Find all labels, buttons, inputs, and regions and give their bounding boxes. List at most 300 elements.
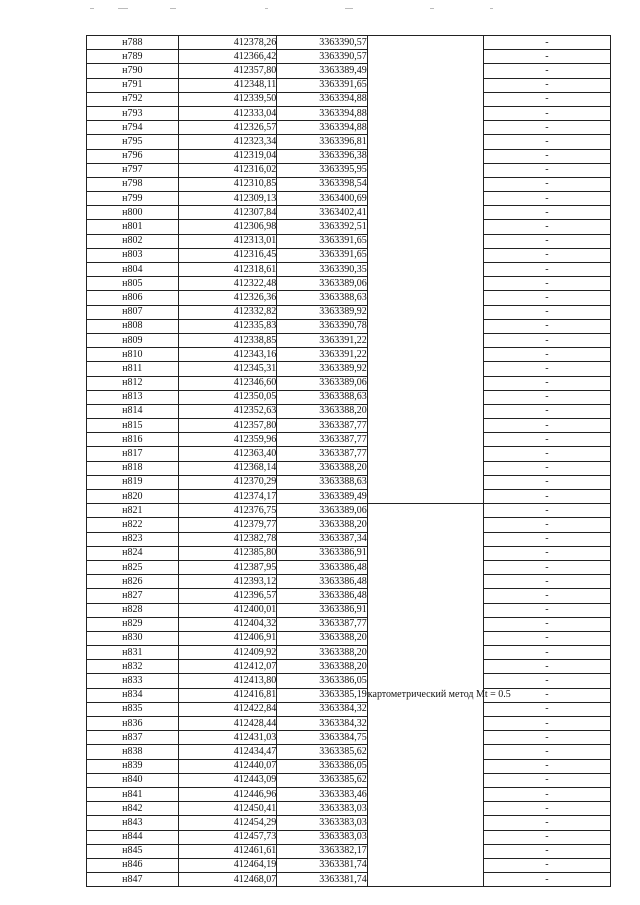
table-row (87, 646, 611, 660)
point-id-cell: н794 (87, 121, 179, 135)
point-id-cell: н805 (87, 277, 179, 291)
description-cell: - (483, 674, 610, 688)
x-coordinate-cell: 412454,29 (178, 816, 277, 830)
point-id-cell: н847 (87, 873, 179, 887)
description-cell: - (483, 305, 610, 319)
x-coordinate-cell: 412313,01 (178, 234, 277, 248)
table-row (87, 333, 611, 347)
method-cell: картометрический метод Mt = 0.5 (367, 504, 483, 887)
table-row (87, 560, 611, 574)
y-coordinate-cell: 3363390,78 (277, 319, 368, 333)
description-cell: - (483, 192, 610, 206)
description-cell: - (483, 248, 610, 262)
x-coordinate-cell: 412378,26 (178, 36, 277, 50)
table-row (87, 106, 611, 120)
point-id-cell: н811 (87, 362, 179, 376)
table-row (87, 78, 611, 92)
point-id-cell: н825 (87, 560, 179, 574)
table-row (87, 490, 611, 504)
y-coordinate-cell: 3363391,65 (277, 248, 368, 262)
description-cell: - (483, 206, 610, 220)
y-coordinate-cell: 3363389,06 (277, 376, 368, 390)
description-cell: - (483, 78, 610, 92)
x-coordinate-cell: 412412,07 (178, 660, 277, 674)
x-coordinate-cell: 412343,16 (178, 348, 277, 362)
y-coordinate-cell: 3363402,41 (277, 206, 368, 220)
y-coordinate-cell: 3363394,88 (277, 106, 368, 120)
description-cell: - (483, 490, 610, 504)
description-cell: - (483, 688, 610, 702)
point-id-cell: н836 (87, 717, 179, 731)
table-row (87, 206, 611, 220)
table-row (87, 433, 611, 447)
table-row (87, 92, 611, 106)
description-cell: - (483, 773, 610, 787)
y-coordinate-cell: 3363388,63 (277, 390, 368, 404)
point-id-cell: н822 (87, 518, 179, 532)
table-row (87, 631, 611, 645)
y-coordinate-cell: 3363394,88 (277, 121, 368, 135)
description-cell: - (483, 802, 610, 816)
description-cell: - (483, 319, 610, 333)
x-coordinate-cell: 412335,83 (178, 319, 277, 333)
point-id-cell: н801 (87, 220, 179, 234)
description-cell: - (483, 702, 610, 716)
point-id-cell: н792 (87, 92, 179, 106)
y-coordinate-cell: 3363383,46 (277, 787, 368, 801)
point-id-cell: н809 (87, 333, 179, 347)
description-cell: - (483, 560, 610, 574)
x-coordinate-cell: 412316,45 (178, 248, 277, 262)
description-cell: - (483, 362, 610, 376)
description-cell: - (483, 376, 610, 390)
y-coordinate-cell: 3363389,06 (277, 277, 368, 291)
point-id-cell: н815 (87, 419, 179, 433)
description-cell: - (483, 461, 610, 475)
point-id-cell: н799 (87, 192, 179, 206)
table-row (87, 617, 611, 631)
point-id-cell: н816 (87, 433, 179, 447)
y-coordinate-cell: 3363381,74 (277, 873, 368, 887)
point-id-cell: н807 (87, 305, 179, 319)
point-id-cell: н821 (87, 504, 179, 518)
y-coordinate-cell: 3363389,06 (277, 504, 368, 518)
method-cell (367, 36, 483, 504)
x-coordinate-cell: 412326,57 (178, 121, 277, 135)
point-id-cell: н793 (87, 106, 179, 120)
description-cell: - (483, 234, 610, 248)
y-coordinate-cell: 3363391,22 (277, 333, 368, 347)
x-coordinate-cell: 412443,09 (178, 773, 277, 787)
table-row (87, 589, 611, 603)
table-row (87, 858, 611, 872)
description-cell: - (483, 731, 610, 745)
point-id-cell: н806 (87, 291, 179, 305)
table-row (87, 305, 611, 319)
point-id-cell: н828 (87, 603, 179, 617)
point-id-cell: н798 (87, 177, 179, 191)
table-row (87, 532, 611, 546)
description-cell: - (483, 631, 610, 645)
description-cell: - (483, 50, 610, 64)
table-row (87, 149, 611, 163)
point-id-cell: н814 (87, 404, 179, 418)
x-coordinate-cell: 412379,77 (178, 518, 277, 532)
point-id-cell: н837 (87, 731, 179, 745)
y-coordinate-cell: 3363389,92 (277, 362, 368, 376)
point-id-cell: н833 (87, 674, 179, 688)
table-row (87, 348, 611, 362)
x-coordinate-cell: 412396,57 (178, 589, 277, 603)
y-coordinate-cell: 3363387,77 (277, 419, 368, 433)
point-id-cell: н804 (87, 263, 179, 277)
point-id-cell: н842 (87, 802, 179, 816)
description-cell: - (483, 220, 610, 234)
point-id-cell: н797 (87, 163, 179, 177)
x-coordinate-cell: 412323,34 (178, 135, 277, 149)
x-coordinate-cell: 412307,84 (178, 206, 277, 220)
x-coordinate-cell: 412409,92 (178, 646, 277, 660)
x-coordinate-cell: 412348,11 (178, 78, 277, 92)
x-coordinate-cell: 412306,98 (178, 220, 277, 234)
x-coordinate-cell: 412338,85 (178, 333, 277, 347)
x-coordinate-cell: 412346,60 (178, 376, 277, 390)
x-coordinate-cell: 412382,78 (178, 532, 277, 546)
table-row (87, 163, 611, 177)
x-coordinate-cell: 412309,13 (178, 192, 277, 206)
table-row (87, 419, 611, 433)
table-row (87, 603, 611, 617)
y-coordinate-cell: 3363384,32 (277, 717, 368, 731)
y-coordinate-cell: 3363388,63 (277, 475, 368, 489)
point-id-cell: н830 (87, 631, 179, 645)
y-coordinate-cell: 3363394,88 (277, 92, 368, 106)
y-coordinate-cell: 3363389,92 (277, 305, 368, 319)
point-id-cell: н808 (87, 319, 179, 333)
description-cell: - (483, 844, 610, 858)
table-row (87, 830, 611, 844)
y-coordinate-cell: 3363388,20 (277, 518, 368, 532)
point-id-cell: н791 (87, 78, 179, 92)
table-row (87, 518, 611, 532)
point-id-cell: н789 (87, 50, 179, 64)
x-coordinate-cell: 412450,41 (178, 802, 277, 816)
point-id-cell: н843 (87, 816, 179, 830)
x-coordinate-cell: 412440,07 (178, 759, 277, 773)
x-coordinate-cell: 412457,73 (178, 830, 277, 844)
table-row (87, 135, 611, 149)
y-coordinate-cell: 3363386,48 (277, 589, 368, 603)
y-coordinate-cell: 3363386,05 (277, 674, 368, 688)
x-coordinate-cell: 412357,80 (178, 419, 277, 433)
point-id-cell: н845 (87, 844, 179, 858)
table-row (87, 376, 611, 390)
point-id-cell: н839 (87, 759, 179, 773)
table-row (87, 660, 611, 674)
table-row (87, 447, 611, 461)
description-cell: - (483, 575, 610, 589)
table-row (87, 745, 611, 759)
y-coordinate-cell: 3363398,54 (277, 177, 368, 191)
description-cell: - (483, 603, 610, 617)
x-coordinate-cell: 412318,61 (178, 263, 277, 277)
x-coordinate-cell: 412332,82 (178, 305, 277, 319)
x-coordinate-cell: 412322,48 (178, 277, 277, 291)
description-cell: - (483, 532, 610, 546)
table-row (87, 802, 611, 816)
point-id-cell: н823 (87, 532, 179, 546)
x-coordinate-cell: 412416,81 (178, 688, 277, 702)
y-coordinate-cell: 3363385,19 (277, 688, 368, 702)
table-row (87, 787, 611, 801)
point-id-cell: н812 (87, 376, 179, 390)
point-id-cell: н826 (87, 575, 179, 589)
description-cell: - (483, 504, 610, 518)
y-coordinate-cell: 3363383,03 (277, 816, 368, 830)
y-coordinate-cell: 3363388,20 (277, 461, 368, 475)
point-id-cell: н844 (87, 830, 179, 844)
x-coordinate-cell: 412428,44 (178, 717, 277, 731)
description-cell: - (483, 36, 610, 50)
table-row (87, 64, 611, 78)
table-row (87, 717, 611, 731)
description-cell: - (483, 759, 610, 773)
x-coordinate-cell: 412339,50 (178, 92, 277, 106)
table-row (87, 177, 611, 191)
x-coordinate-cell: 412468,07 (178, 873, 277, 887)
point-id-cell: н841 (87, 787, 179, 801)
y-coordinate-cell: 3363388,20 (277, 646, 368, 660)
x-coordinate-cell: 412406,91 (178, 631, 277, 645)
description-cell: - (483, 745, 610, 759)
point-id-cell: н829 (87, 617, 179, 631)
description-cell: - (483, 291, 610, 305)
y-coordinate-cell: 3363396,38 (277, 149, 368, 163)
point-id-cell: н832 (87, 660, 179, 674)
y-coordinate-cell: 3363392,51 (277, 220, 368, 234)
y-coordinate-cell: 3363390,57 (277, 50, 368, 64)
table-row (87, 234, 611, 248)
x-coordinate-cell: 412319,04 (178, 149, 277, 163)
x-coordinate-cell: 412326,36 (178, 291, 277, 305)
y-coordinate-cell: 3363387,34 (277, 532, 368, 546)
table-row (87, 277, 611, 291)
table-row (87, 220, 611, 234)
x-coordinate-cell: 412359,96 (178, 433, 277, 447)
description-cell: - (483, 589, 610, 603)
point-id-cell: н803 (87, 248, 179, 262)
description-cell: - (483, 518, 610, 532)
table-row (87, 702, 611, 716)
description-cell: - (483, 433, 610, 447)
description-cell: - (483, 64, 610, 78)
x-coordinate-cell: 412316,02 (178, 163, 277, 177)
x-coordinate-cell: 412357,80 (178, 64, 277, 78)
x-coordinate-cell: 412434,47 (178, 745, 277, 759)
table-row (87, 674, 611, 688)
y-coordinate-cell: 3363391,65 (277, 78, 368, 92)
point-id-cell: н810 (87, 348, 179, 362)
y-coordinate-cell: 3363386,91 (277, 546, 368, 560)
table-row (87, 263, 611, 277)
table-row (87, 475, 611, 489)
description-cell: - (483, 106, 610, 120)
y-coordinate-cell: 3363391,65 (277, 234, 368, 248)
x-coordinate-cell: 412374,17 (178, 490, 277, 504)
description-cell: - (483, 447, 610, 461)
y-coordinate-cell: 3363388,20 (277, 631, 368, 645)
scan-artifacts (90, 8, 570, 12)
point-id-cell: н796 (87, 149, 179, 163)
description-cell: - (483, 858, 610, 872)
y-coordinate-cell: 3363384,32 (277, 702, 368, 716)
x-coordinate-cell: 412446,96 (178, 787, 277, 801)
x-coordinate-cell: 412345,31 (178, 362, 277, 376)
description-cell: - (483, 121, 610, 135)
x-coordinate-cell: 412404,32 (178, 617, 277, 631)
table-row (87, 390, 611, 404)
y-coordinate-cell: 3363385,62 (277, 773, 368, 787)
point-id-cell: н838 (87, 745, 179, 759)
table-row (87, 575, 611, 589)
description-cell: - (483, 660, 610, 674)
description-cell: - (483, 390, 610, 404)
y-coordinate-cell: 3363386,05 (277, 759, 368, 773)
point-id-cell: н840 (87, 773, 179, 787)
x-coordinate-cell: 412400,01 (178, 603, 277, 617)
point-id-cell: н834 (87, 688, 179, 702)
table-row (87, 362, 611, 376)
table-row (87, 546, 611, 560)
y-coordinate-cell: 3363386,48 (277, 575, 368, 589)
description-cell: - (483, 475, 610, 489)
table-row (87, 816, 611, 830)
y-coordinate-cell: 3363383,03 (277, 802, 368, 816)
x-coordinate-cell: 412310,85 (178, 177, 277, 191)
description-cell: - (483, 419, 610, 433)
table-row (87, 319, 611, 333)
table-row (87, 873, 611, 887)
description-cell: - (483, 546, 610, 560)
point-id-cell: н819 (87, 475, 179, 489)
point-id-cell: н835 (87, 702, 179, 716)
y-coordinate-cell: 3363387,77 (277, 617, 368, 631)
point-id-cell: н795 (87, 135, 179, 149)
table-row (87, 773, 611, 787)
table-row (87, 461, 611, 475)
x-coordinate-cell: 412366,42 (178, 50, 277, 64)
y-coordinate-cell: 3363389,49 (277, 64, 368, 78)
table-row (87, 50, 611, 64)
point-id-cell: н818 (87, 461, 179, 475)
point-id-cell: н802 (87, 234, 179, 248)
table-row (87, 844, 611, 858)
y-coordinate-cell: 3363385,62 (277, 745, 368, 759)
description-cell: - (483, 333, 610, 347)
table-row (87, 731, 611, 745)
y-coordinate-cell: 3363390,57 (277, 36, 368, 50)
point-id-cell: н813 (87, 390, 179, 404)
point-id-cell: н817 (87, 447, 179, 461)
table-row (87, 36, 611, 50)
x-coordinate-cell: 412464,19 (178, 858, 277, 872)
coordinates-table (86, 35, 611, 887)
y-coordinate-cell: 3363391,22 (277, 348, 368, 362)
description-cell: - (483, 163, 610, 177)
description-cell: - (483, 149, 610, 163)
description-cell: - (483, 717, 610, 731)
point-id-cell: н800 (87, 206, 179, 220)
point-id-cell: н831 (87, 646, 179, 660)
y-coordinate-cell: 3363387,77 (277, 447, 368, 461)
description-cell: - (483, 816, 610, 830)
y-coordinate-cell: 3363383,03 (277, 830, 368, 844)
point-id-cell: н790 (87, 64, 179, 78)
table-row (87, 759, 611, 773)
description-cell: - (483, 135, 610, 149)
table-row (87, 192, 611, 206)
table-row (87, 121, 611, 135)
x-coordinate-cell: 412385,80 (178, 546, 277, 560)
x-coordinate-cell: 412413,80 (178, 674, 277, 688)
x-coordinate-cell: 412431,03 (178, 731, 277, 745)
y-coordinate-cell: 3363384,75 (277, 731, 368, 745)
description-cell: - (483, 830, 610, 844)
x-coordinate-cell: 412387,95 (178, 560, 277, 574)
description-cell: - (483, 263, 610, 277)
y-coordinate-cell: 3363388,20 (277, 404, 368, 418)
description-cell: - (483, 873, 610, 887)
point-id-cell: н824 (87, 546, 179, 560)
table-row (87, 404, 611, 418)
x-coordinate-cell: 412363,40 (178, 447, 277, 461)
y-coordinate-cell: 3363388,63 (277, 291, 368, 305)
table-row (87, 248, 611, 262)
y-coordinate-cell: 3363386,91 (277, 603, 368, 617)
description-cell: - (483, 177, 610, 191)
table-row (87, 504, 611, 518)
y-coordinate-cell: 3363389,49 (277, 490, 368, 504)
description-cell: - (483, 277, 610, 291)
x-coordinate-cell: 412422,84 (178, 702, 277, 716)
y-coordinate-cell: 3363390,35 (277, 263, 368, 277)
y-coordinate-cell: 3363388,20 (277, 660, 368, 674)
y-coordinate-cell: 3363387,77 (277, 433, 368, 447)
description-cell: - (483, 617, 610, 631)
x-coordinate-cell: 412368,14 (178, 461, 277, 475)
description-cell: - (483, 92, 610, 106)
table-row (87, 688, 611, 702)
x-coordinate-cell: 412352,63 (178, 404, 277, 418)
y-coordinate-cell: 3363386,48 (277, 560, 368, 574)
y-coordinate-cell: 3363382,17 (277, 844, 368, 858)
y-coordinate-cell: 3363395,95 (277, 163, 368, 177)
description-cell: - (483, 404, 610, 418)
x-coordinate-cell: 412350,05 (178, 390, 277, 404)
point-id-cell: н820 (87, 490, 179, 504)
point-id-cell: н827 (87, 589, 179, 603)
x-coordinate-cell: 412333,04 (178, 106, 277, 120)
table-row (87, 291, 611, 305)
point-id-cell: н846 (87, 858, 179, 872)
y-coordinate-cell: 3363396,81 (277, 135, 368, 149)
x-coordinate-cell: 412393,12 (178, 575, 277, 589)
description-cell: - (483, 787, 610, 801)
x-coordinate-cell: 412370,29 (178, 475, 277, 489)
coordinates-table-body (87, 36, 611, 887)
description-cell: - (483, 646, 610, 660)
x-coordinate-cell: 412376,75 (178, 504, 277, 518)
